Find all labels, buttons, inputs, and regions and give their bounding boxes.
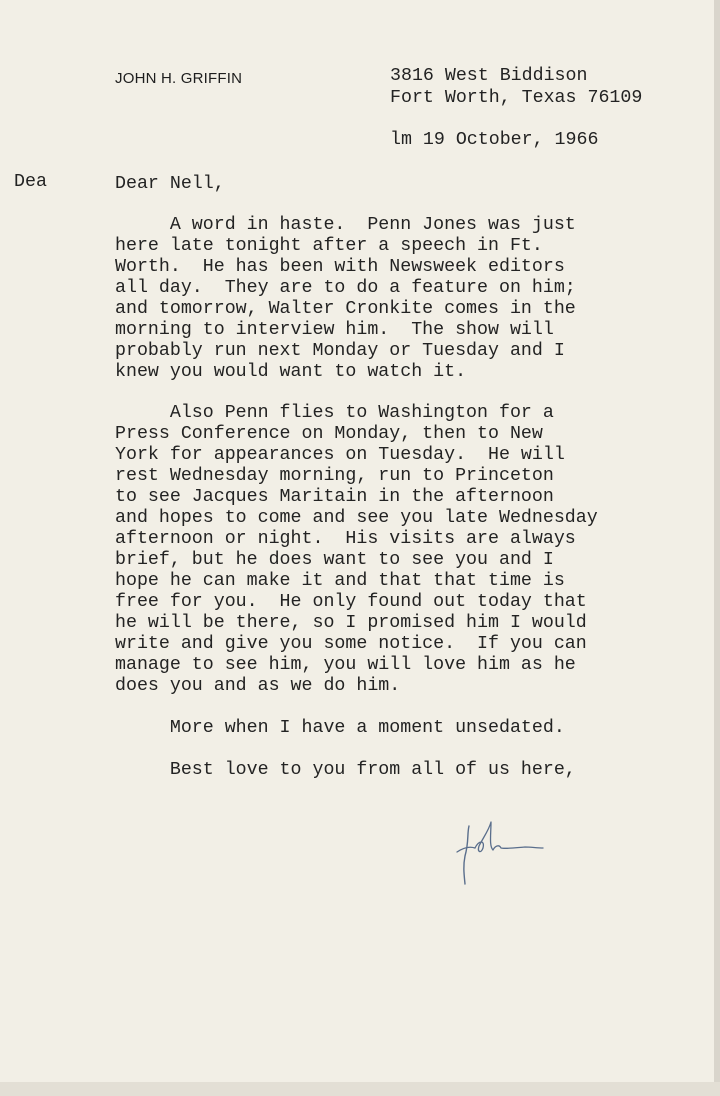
letterhead-name: JOHN H. GRIFFIN [115, 70, 243, 87]
body-paragraph-1: A word in haste. Penn Jones was just here late tonight after a speech in Ft. Worth. He has been with Newsweek editors all day. They are to do a feature on him; and tomorrow, Walter Cronkite comes in the morning to interview him. The show will probably run next Monday or Tuesday and I knew you would want to watch it. [115, 215, 576, 382]
margin-fragment: Dea [14, 172, 47, 192]
body-paragraph-2: Also Penn flies to Washington for a Press Conference on Monday, then to New York for appearances on Tuesday. He will rest Wednesday morning, run to Princeton to see Jacques Maritain in the afternoon and hopes to come and see you late Wednesday afternoon or night. His visits are always brief, but he does want to see you and I hope he can make it and that that time is free for you. He only found out today that he will be there, so I promised him I would write and give you some notice. If you can manage to see him, you will love him as he does you and as we do him. [115, 403, 598, 696]
address-line-1: 3816 West Biddison [390, 66, 588, 86]
page-edge-right [714, 0, 720, 1096]
handwritten-signature [455, 812, 550, 887]
body-paragraph-3: More when I have a moment unsedated. [115, 718, 565, 738]
letter-date: lm 19 October, 1966 [390, 130, 599, 150]
address-line-2: Fort Worth, Texas 76109 [390, 88, 643, 108]
closing-line: Best love to you from all of us here, [115, 760, 576, 780]
salutation: Dear Nell, [115, 174, 225, 194]
page-edge-bottom [0, 1082, 720, 1096]
